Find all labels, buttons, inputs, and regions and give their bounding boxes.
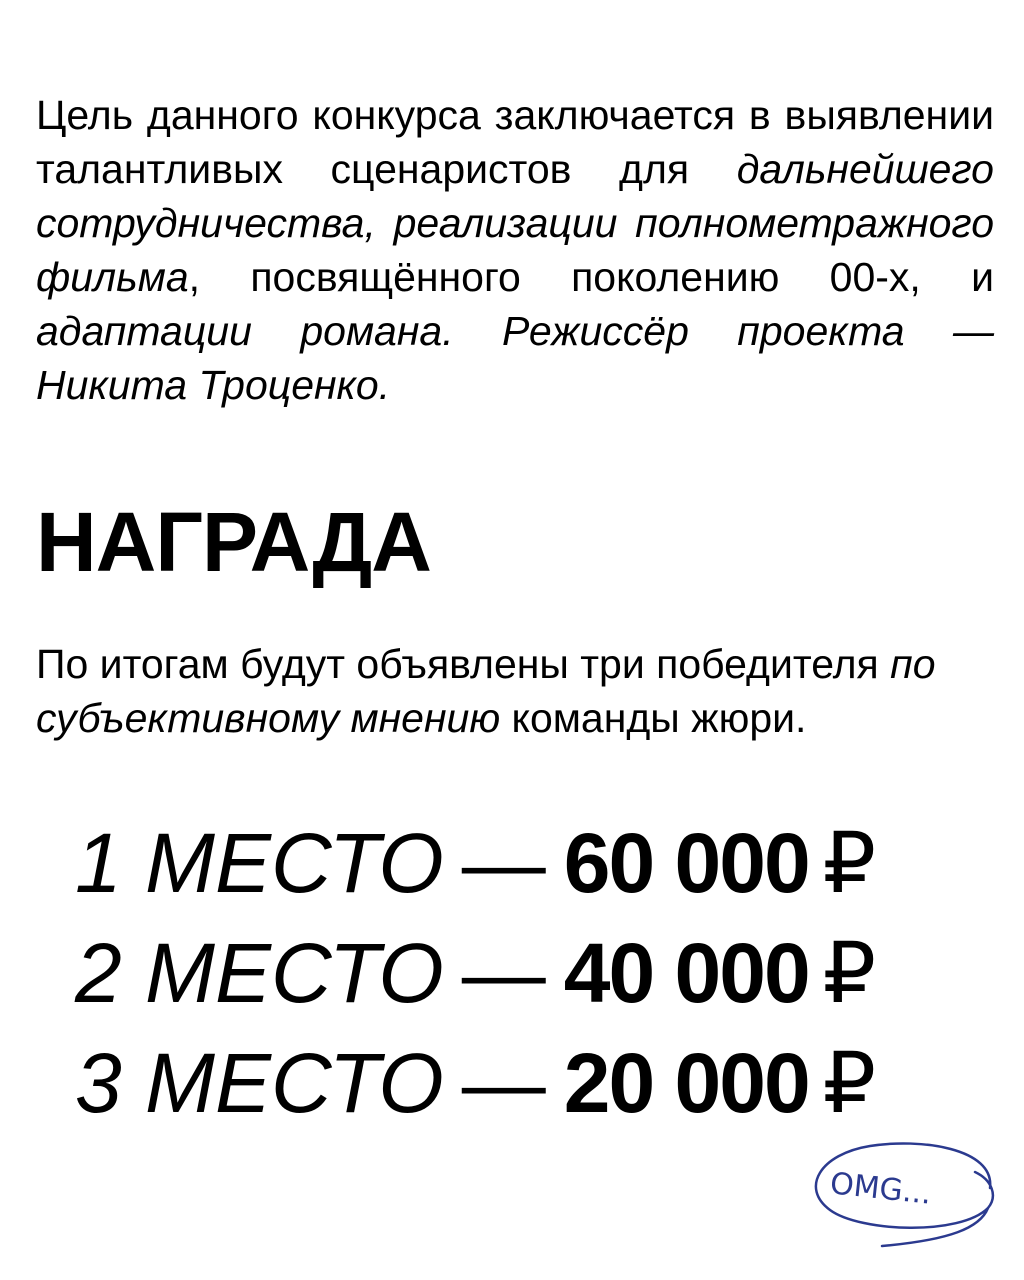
prize-dash: — [461,1036,546,1130]
award-text-3: команды жюри. [500,695,807,741]
prize-row-2 [75,918,975,1028]
intro-text-3: , посвящённого поколению 00-х, и [188,254,994,300]
prize-place: 2 МЕСТО [75,926,444,1020]
prize-list [75,808,975,1138]
prize-place: 3 МЕСТО [75,1036,444,1130]
prize-dash: — [461,816,546,910]
ruble-sign: ₽ [822,1036,877,1130]
ruble-sign: ₽ [822,816,877,910]
award-heading: НАГРАДА [36,495,431,589]
prize-row-1 [75,808,975,918]
intro-text-4-italic: адаптации романа. Режиссёр проекта — Никита Троценко. [36,308,994,408]
intro-text-1: Цель данного конкурса заключается в выявлении талантливых сценаристов для [36,92,994,192]
ruble-sign: ₽ [822,926,877,1020]
prize-amount: 20 000 [563,1036,809,1130]
omg-doodle-icon [800,1128,1000,1258]
award-description [36,637,994,745]
intro-text-2-italic: дальнейшего сотрудничества, реализации полнометражного фильма [36,146,994,300]
prize-amount: 60 000 [563,816,809,910]
intro-paragraph [36,88,994,412]
doodle-text: OMG... [828,1166,933,1212]
award-text-2-italic: по субъективному мнению [36,641,936,741]
prize-place: 1 МЕСТО [75,816,444,910]
prize-amount: 40 000 [563,926,809,1020]
prize-dash: — [461,926,546,1020]
award-text-1: По итогам будут объявлены три победителя [36,641,891,687]
prize-row-3 [75,1028,975,1138]
